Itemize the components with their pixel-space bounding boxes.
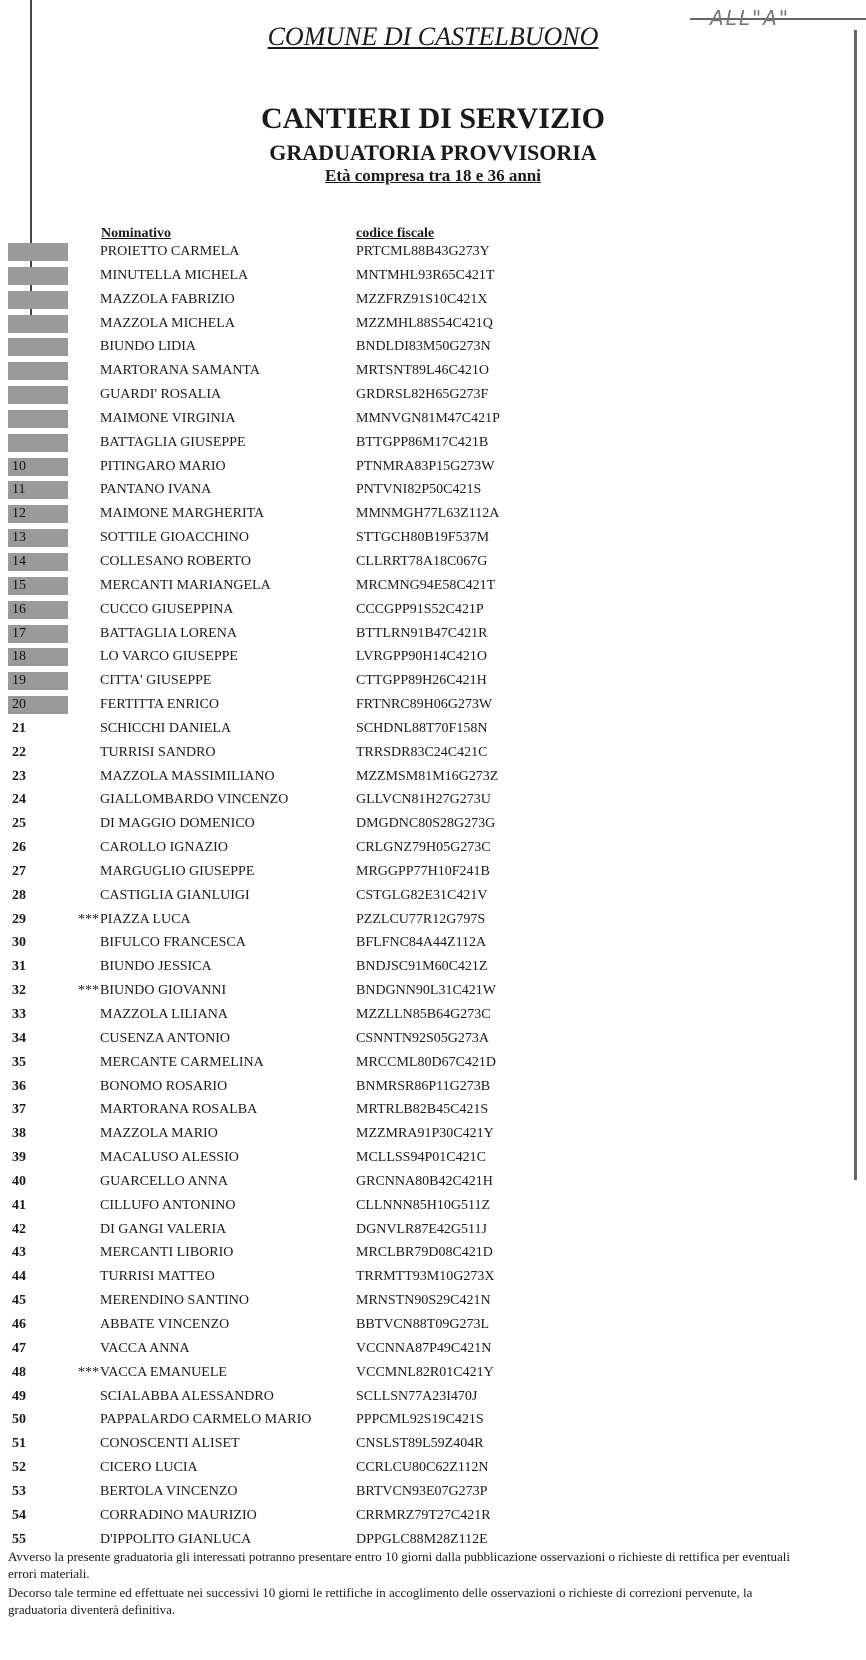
list-item — [0, 1313, 866, 1337]
candidate-name: CITTA' GIUSEPPE — [100, 673, 212, 689]
candidate-name-cell — [78, 669, 211, 693]
candidate-name-cell — [78, 788, 288, 812]
fiscal-code: CCCGPP91S52C421P — [356, 601, 484, 617]
list-item — [0, 407, 866, 431]
fiscal-code: MZZMRA91P30C421Y — [356, 1126, 494, 1142]
fiscal-code: MRTRLB82B45C421S — [356, 1102, 489, 1118]
candidate-name: CUSENZA ANTONIO — [100, 1030, 231, 1046]
candidate-name: PANTANO IVANA — [100, 482, 212, 498]
candidate-name: DI MAGGIO DOMENICO — [100, 816, 255, 832]
list-item — [0, 884, 866, 908]
fiscal-code: MRGGPP77H10F241B — [356, 863, 490, 879]
fiscal-code: MRCCML80D67C421D — [356, 1054, 497, 1070]
rank-number: 29 — [12, 911, 26, 927]
rank-number: 53 — [12, 1483, 26, 1499]
candidate-name-cell — [78, 550, 251, 574]
candidate-name-cell — [78, 979, 226, 1003]
rank-number: 41 — [12, 1197, 26, 1213]
list-item — [0, 812, 866, 836]
candidate-name: CASTIGLIA GIANLUIGI — [100, 887, 250, 903]
fiscal-code: FRTNRC89H06G273W — [356, 697, 493, 713]
list-item — [0, 1408, 866, 1432]
candidate-name: MINUTELLA MICHELA — [100, 267, 249, 283]
list-item — [0, 669, 866, 693]
redacted-rank: 12 — [8, 505, 68, 523]
candidate-name-cell — [78, 836, 228, 860]
candidate-name-cell — [78, 1218, 226, 1242]
candidate-name-cell — [78, 1003, 228, 1027]
candidate-name: MAZZOLA MASSIMILIANO — [100, 768, 275, 784]
asterisk-marker: *** — [78, 911, 99, 927]
candidate-name-cell — [78, 622, 237, 646]
candidate-name-cell — [78, 335, 196, 359]
candidate-name: BIFULCO FRANCESCA — [100, 935, 246, 951]
rank-number: 44 — [12, 1269, 26, 1285]
candidate-name-cell — [78, 717, 231, 741]
list-item — [0, 1218, 866, 1242]
list-item — [0, 598, 866, 622]
fiscal-code: VCCNNA87P49C421N — [356, 1340, 492, 1356]
fiscal-code: BNMRSR86P11G273B — [356, 1078, 491, 1094]
candidate-name-cell — [78, 312, 235, 336]
fiscal-code: MMNMGH77L63Z112A — [356, 506, 500, 522]
candidate-name: CICERO LUCIA — [100, 1460, 198, 1476]
fiscal-code: DGNVLR87E42G511J — [356, 1221, 487, 1237]
candidate-name-cell — [78, 598, 233, 622]
candidate-name: GUARDI' ROSALIA — [100, 387, 222, 403]
rank-number: 23 — [12, 768, 26, 784]
candidate-name-cell — [78, 502, 264, 526]
candidate-name-cell — [78, 359, 260, 383]
candidate-name-cell — [78, 383, 221, 407]
rank-number: 55 — [12, 1531, 26, 1547]
fiscal-code: CNSLST89L59Z404R — [356, 1436, 484, 1452]
candidate-name-cell — [78, 1051, 264, 1075]
redacted-rank: 16 — [8, 601, 68, 619]
candidate-name: LO VARCO GIUSEPPE — [100, 649, 238, 665]
rank-number: 27 — [12, 863, 26, 879]
list-item — [0, 622, 866, 646]
fiscal-code: MZZFRZ91S10C421X — [356, 291, 488, 307]
rank-number: 30 — [12, 935, 26, 951]
list-item — [0, 335, 866, 359]
list-item — [0, 836, 866, 860]
candidate-name-cell — [78, 455, 226, 479]
candidate-name: DI GANGI VALERIA — [100, 1221, 227, 1237]
rank-number: 28 — [12, 887, 26, 903]
redacted-rank: 20 — [8, 696, 68, 714]
rank-number: 34 — [12, 1030, 26, 1046]
fiscal-code: CSTGLG82E31C421V — [356, 887, 488, 903]
rank-number: 45 — [12, 1293, 26, 1309]
list-item — [0, 1051, 866, 1075]
municipality-title: COMUNE DI CASTELBUONO — [267, 22, 599, 51]
candidate-name-cell — [78, 1408, 311, 1432]
list-item — [0, 288, 866, 312]
candidate-name: SCHICCHI DANIELA — [100, 720, 232, 736]
candidate-name-cell — [78, 860, 254, 884]
list-item — [0, 860, 866, 884]
rank-number: 22 — [12, 744, 26, 760]
candidate-name-cell — [78, 264, 248, 288]
candidate-name-cell — [78, 1432, 240, 1456]
list-item — [0, 1337, 866, 1361]
candidate-name: MERCANTE CARMELINA — [100, 1054, 264, 1070]
fiscal-code: STTGCH80B19F537M — [356, 530, 490, 546]
redacted-rank: 19 — [8, 672, 68, 690]
list-item — [0, 574, 866, 598]
rank-number: 48 — [12, 1364, 26, 1380]
candidate-name: BATTAGLIA GIUSEPPE — [100, 434, 246, 450]
list-item — [0, 1194, 866, 1218]
candidate-name-cell — [78, 1313, 229, 1337]
candidate-name: CONOSCENTI ALISET — [100, 1436, 240, 1452]
footer-paragraph-1: Avverso la presente graduatoria gli interessati potranno presentare entro 10 giorni dalla pubblicazione osservazioni o richieste di rettifica per eventuali errori materiali. — [8, 1549, 790, 1581]
rank-number: 26 — [12, 840, 26, 856]
candidate-name: BATTAGLIA LORENA — [100, 625, 237, 641]
candidate-name-cell — [78, 1098, 257, 1122]
fiscal-code: CTTGPP89H26C421H — [356, 673, 487, 689]
redacted-rank: 18 — [8, 648, 68, 666]
asterisk-marker: *** — [78, 1364, 99, 1380]
fiscal-code: MZZLLN85B64G273C — [356, 1007, 491, 1022]
rank-number: 46 — [12, 1316, 26, 1332]
candidate-name: MAZZOLA MICHELA — [100, 315, 235, 331]
rank-number: 40 — [12, 1173, 26, 1189]
fiscal-code: DPPGLC88M28Z112E — [356, 1531, 488, 1547]
list-item — [0, 1075, 866, 1099]
fiscal-code: MNTMHL93R65C421T — [356, 267, 495, 283]
rank-number: 54 — [12, 1507, 26, 1523]
candidate-name: GUARCELLO ANNA — [100, 1173, 228, 1189]
candidate-name: SCIALABBA ALESSANDRO — [100, 1388, 274, 1404]
candidate-name-cell — [78, 431, 246, 455]
list-item — [0, 502, 866, 526]
candidate-name-cell — [78, 1337, 190, 1361]
fiscal-code: SCLLSN77A23I470J — [356, 1388, 478, 1404]
redacted-rank: 13 — [8, 529, 68, 547]
list-item — [0, 1504, 866, 1528]
candidate-name-cell — [78, 526, 249, 550]
list-item — [0, 312, 866, 336]
rank-number: 36 — [12, 1078, 26, 1094]
candidate-name-cell — [78, 908, 191, 932]
list-item — [0, 1027, 866, 1051]
column-header-fiscal-code: codice fiscale — [356, 226, 435, 241]
list-item — [0, 1480, 866, 1504]
list-item — [0, 979, 866, 1003]
list-item — [0, 717, 866, 741]
candidate-name: PITINGARO MARIO — [100, 458, 226, 474]
list-item — [0, 741, 866, 765]
candidate-name-cell — [78, 645, 238, 669]
candidate-name: MARTORANA SAMANTA — [100, 363, 260, 379]
rank-number: 35 — [12, 1054, 26, 1070]
rank-number: 37 — [12, 1102, 26, 1118]
candidate-name-cell — [78, 812, 255, 836]
rank-number: 31 — [12, 959, 26, 975]
candidate-name: MERENDINO SANTINO — [100, 1293, 249, 1309]
handwritten-annotation: ALL"A" — [710, 6, 791, 30]
candidate-name: MARGUGLIO GIUSEPPE — [100, 863, 255, 879]
fiscal-code: VCCMNL82R01C421Y — [356, 1364, 494, 1380]
list-item — [0, 645, 866, 669]
document-subtitle: GRADUATORIA PROVVISORIA — [269, 140, 597, 165]
fiscal-code: PRTCML88B43G273Y — [356, 244, 490, 259]
candidate-name-cell — [78, 1361, 227, 1385]
redacted-rank — [8, 338, 68, 356]
candidate-name: MAIMONE VIRGINIA — [100, 410, 236, 426]
candidate-name-cell — [78, 574, 271, 598]
candidate-name-cell — [78, 240, 239, 264]
list-item — [0, 1432, 866, 1456]
fiscal-code: LVRGPP90H14C421O — [356, 649, 487, 665]
fiscal-code: TRRSDR83C24C421C — [356, 744, 488, 760]
candidate-name-cell — [78, 931, 246, 955]
list-item — [0, 955, 866, 979]
candidate-name: CUCCO GIUSEPPINA — [100, 601, 234, 617]
candidate-name: MAZZOLA FABRIZIO — [100, 291, 235, 307]
redacted-rank: 11 — [8, 481, 68, 499]
rank-number: 42 — [12, 1221, 26, 1237]
rank-number: 24 — [12, 792, 26, 808]
list-item — [0, 1361, 866, 1385]
list-item — [0, 478, 866, 502]
rank-number: 43 — [12, 1245, 26, 1261]
fiscal-code: MMNVGN81M47C421P — [356, 410, 500, 426]
document-title: CANTIERI DI SERVIZIO — [260, 102, 606, 135]
list-item — [0, 455, 866, 479]
fiscal-code: PPPCML92S19C421S — [356, 1412, 484, 1428]
rank-number: 51 — [12, 1436, 26, 1452]
rank-number: 32 — [12, 983, 26, 999]
candidate-name-cell — [78, 765, 275, 789]
candidate-name-cell — [78, 693, 219, 717]
list-item — [0, 788, 866, 812]
fiscal-code: CSNNTN92S05G273A — [356, 1030, 490, 1046]
fiscal-code: CCRLCU80C62Z112N — [356, 1460, 489, 1476]
candidate-name: PIAZZA LUCA — [100, 911, 191, 927]
candidate-name-cell — [78, 1385, 274, 1409]
candidate-name-cell — [78, 1504, 257, 1528]
redacted-rank: 14 — [8, 553, 68, 571]
redacted-rank — [8, 315, 68, 333]
candidate-name: CAROLLO IGNAZIO — [100, 840, 228, 856]
fiscal-code: MRCLBR79D08C421D — [356, 1245, 493, 1261]
list-item — [0, 908, 866, 932]
fiscal-code: BFLFNC84A44Z112A — [356, 935, 487, 951]
candidate-name-cell — [78, 1241, 233, 1265]
candidate-name-cell — [78, 1265, 215, 1289]
fiscal-code: PTNMRA83P15G273W — [356, 458, 495, 474]
fiscal-code: SCHDNL88T70F158N — [356, 720, 488, 736]
fiscal-code: TRRMTT93M10G273X — [356, 1269, 495, 1285]
list-item — [0, 264, 866, 288]
rank-number: 25 — [12, 816, 26, 832]
candidate-name: CORRADINO MAURIZIO — [100, 1507, 257, 1523]
fiscal-code: MZZMHL88S54C421Q — [356, 315, 493, 331]
fiscal-code: BNDJSC91M60C421Z — [356, 959, 488, 975]
candidate-name: MERCANTI LIBORIO — [100, 1245, 234, 1261]
list-item — [0, 359, 866, 383]
candidate-name-cell — [78, 884, 250, 908]
rank-number: 38 — [12, 1126, 26, 1142]
redacted-rank: 10 — [8, 458, 68, 476]
redacted-rank: 15 — [8, 577, 68, 595]
redacted-rank — [8, 434, 68, 452]
fiscal-code: MRTSNT89L46C421O — [356, 363, 489, 379]
candidate-name: FERTITTA ENRICO — [100, 697, 219, 713]
redacted-rank — [8, 291, 68, 309]
candidate-name: GIALLOMBARDO VINCENZO — [100, 792, 289, 808]
list-item — [0, 1098, 866, 1122]
fiscal-code: PNTVNI82P50C421S — [356, 482, 482, 498]
rank-number: 39 — [12, 1150, 26, 1166]
list-item — [0, 1003, 866, 1027]
footer-paragraph-2: Decorso tale termine ed effettuate nei successivi 10 giorni le rettifiche in accoglimento delle osservazioni o richieste di correzioni pervenute, la graduatoria diventerà definitiva. — [8, 1585, 753, 1617]
fiscal-code: GLLVCN81H27G273U — [356, 792, 491, 808]
redacted-rank — [8, 410, 68, 428]
candidate-name: ABBATE VINCENZO — [100, 1316, 230, 1332]
list-item — [0, 383, 866, 407]
redacted-rank — [8, 243, 68, 261]
candidate-name-cell — [78, 1027, 230, 1051]
rank-number: 52 — [12, 1460, 26, 1476]
candidate-name: TURRISI MATTEO — [100, 1269, 215, 1285]
candidate-name-cell — [78, 288, 235, 312]
list-item — [0, 550, 866, 574]
list-item — [0, 931, 866, 955]
candidate-name: SOTTILE GIOACCHINO — [100, 530, 249, 546]
redacted-rank — [8, 362, 68, 380]
candidate-name: MACALUSO ALESSIO — [100, 1150, 239, 1166]
list-item — [0, 1265, 866, 1289]
redacted-rank — [8, 386, 68, 404]
fiscal-code: BNDGNN90L31C421W — [356, 983, 496, 999]
fiscal-code: BTTLRN91B47C421R — [356, 625, 488, 641]
list-item — [0, 526, 866, 550]
candidate-name-cell — [78, 1122, 218, 1146]
candidate-name: VACCA ANNA — [100, 1340, 190, 1356]
list-item — [0, 1146, 866, 1170]
candidate-name-cell — [78, 1146, 239, 1170]
candidate-name-cell — [78, 741, 216, 765]
candidate-name-cell — [78, 1289, 249, 1313]
fiscal-code: BRTVCN93E07G273P — [356, 1483, 488, 1499]
rank-number: 50 — [12, 1412, 26, 1428]
fiscal-code: CLLRRT78A18C067G — [356, 553, 488, 569]
candidate-name: CILLUFO ANTONINO — [100, 1197, 236, 1213]
fiscal-code: PZZLCU77R12G797S — [356, 911, 486, 927]
fiscal-code: BBTVCN88T09G273L — [356, 1316, 489, 1332]
list-item — [0, 1385, 866, 1409]
candidate-name-cell — [78, 1075, 227, 1099]
candidate-name: MAIMONE MARGHERITA — [100, 506, 265, 522]
rank-number: 47 — [12, 1340, 26, 1356]
footer-notice — [8, 1548, 798, 1620]
fiscal-code: CRRMRZ79T27C421R — [356, 1507, 491, 1523]
fiscal-code: MZZMSM81M16G273Z — [356, 768, 499, 784]
list-item — [0, 240, 866, 264]
candidate-name: MAZZOLA LILIANA — [100, 1007, 228, 1022]
list-item — [0, 1122, 866, 1146]
candidate-name: PROIETTO CARMELA — [100, 244, 240, 259]
fiscal-code: MCLLSS94P01C421C — [356, 1150, 486, 1166]
fiscal-code: MRCMNG94E58C421T — [356, 577, 496, 593]
candidate-name-cell — [78, 478, 211, 502]
ranking-list — [0, 240, 866, 1551]
candidate-name: PAPPALARDO CARMELO MARIO — [100, 1412, 312, 1428]
fiscal-code: MRNSTN90S29C421N — [356, 1293, 491, 1309]
candidate-name: BIUNDO LIDIA — [100, 339, 197, 355]
candidate-name: BONOMO ROSARIO — [100, 1078, 228, 1094]
candidate-name: BIUNDO GIOVANNI — [100, 983, 227, 999]
candidate-name-cell — [78, 1456, 198, 1480]
list-item — [0, 1241, 866, 1265]
fiscal-code: CRLGNZ79H05G273C — [356, 840, 491, 856]
candidate-name-cell — [78, 955, 212, 979]
fiscal-code: GRCNNA80B42C421H — [356, 1173, 493, 1189]
redacted-rank: 17 — [8, 625, 68, 643]
candidate-name: COLLESANO ROBERTO — [100, 553, 251, 569]
fiscal-code: BTTGPP86M17C421B — [356, 434, 489, 450]
list-item — [0, 1170, 866, 1194]
fiscal-code: CLLNNN85H10G511Z — [356, 1197, 491, 1213]
candidate-name: MERCANTI MARIANGELA — [100, 577, 271, 593]
candidate-name: MARTORANA ROSALBA — [100, 1102, 258, 1118]
candidate-name: MAZZOLA MARIO — [100, 1126, 218, 1142]
candidate-name: TURRISI SANDRO — [100, 744, 216, 760]
age-range-label: Età compresa tra 18 e 36 anni — [325, 166, 541, 185]
asterisk-marker: *** — [78, 983, 99, 999]
candidate-name-cell — [78, 1480, 237, 1504]
list-item — [0, 1289, 866, 1313]
list-item — [0, 1456, 866, 1480]
candidate-name: VACCA EMANUELE — [100, 1364, 227, 1380]
column-header-name: Nominativo — [101, 226, 171, 241]
candidate-name-cell — [78, 1170, 228, 1194]
fiscal-code: GRDRSL82H65G273F — [356, 387, 489, 403]
rank-number: 49 — [12, 1388, 26, 1404]
rank-number: 21 — [12, 720, 26, 736]
fiscal-code: BNDLDI83M50G273N — [356, 339, 491, 355]
fiscal-code: DMGDNC80S28G273G — [356, 816, 496, 832]
candidate-name-cell — [78, 1194, 235, 1218]
candidate-name-cell — [78, 407, 235, 431]
candidate-name: BERTOLA VINCENZO — [100, 1483, 238, 1499]
list-item — [0, 431, 866, 455]
list-item — [0, 693, 866, 717]
rank-number: 33 — [12, 1007, 26, 1022]
candidate-name: D'IPPOLITO GIANLUCA — [100, 1531, 252, 1547]
redacted-rank — [8, 267, 68, 285]
list-item — [0, 765, 866, 789]
candidate-name: BIUNDO JESSICA — [100, 959, 212, 975]
